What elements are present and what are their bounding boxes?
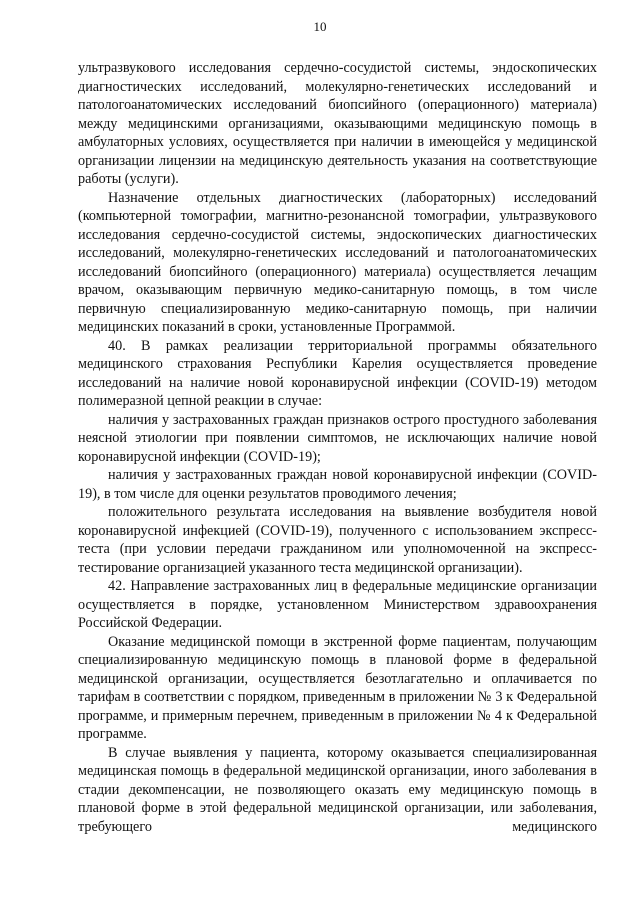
document-body (78, 59, 597, 836)
paragraph-emergency-care: Оказание медицинской помощи в экстренной форме пациентам, получающим специализированную медицинскую помощь в плановой форме в федеральной медицинской организации, осуществляется безотлагательно и оплачивается по тарифам в соответствии с порядком, приведенным в приложении № 3 к Федеральной программе, и примерным перечнем, приведенным в приложении № 4 к Федеральной программе. (78, 633, 597, 742)
paragraph-case-symptoms: наличия у застрахованных граждан признаков острого простудного заболевания неясной этиологии при появлении симптомов, не исключающих наличие новой коронавирусной инфекции (COVID-19); (78, 411, 597, 465)
paragraph-case-express-test: положительного результата исследования на выявление возбудителя новой коронавирусной инфекцией (COVID-19), полученного с использованием экспресс-теста (при условии передачи гражданином или уполномоченной на экспресс-тестирование организацией указанного теста медицинской организации). (78, 504, 597, 576)
paragraph-decompensation-case: В случае выявления у пациента, которому оказывается специализированная медицинская помощь в федеральной медицинской организации, иного заболевания в стадии декомпенсации, не позволяющего оказать ему медицинскую помощь в плановой форме в этой федеральной медицинской организации, или заболевания, требующего медицинского (78, 744, 597, 835)
paragraph-item-40: 40. В рамках реализации территориальной программы обязательного медицинского страхования Республики Карелия осуществляется проведение исследований на наличие новой коронавирусной инфекции (COVID-19) методом полимеразной цепной реакции в случае: (78, 337, 597, 409)
paragraph-item-42: 42. Направление застрахованных лиц в федеральные медицинские организации осуществляется в порядке, установленном Министерством здравоохранения Российской Федерации. (78, 578, 597, 631)
paragraph-diagnostic-assignment: Назначение отдельных диагностических (лабораторных) исследований (компьютерной томографии, магнитно-резонансной томографии, ультразвукового исследования сердечно-сосудистой системы, эндоскопических диагностических исследований, молекулярно-генетических исследований и патологоанатомических исследований биопсийного (операционного) материала) осуществляется лечащим врачом, оказывающим первичную медико-санитарную помощь, в том числе первичную специализированную медико-санитарную помощь, при наличии медицинских показаний в сроки, установленные Программой. (78, 189, 597, 335)
paragraph-case-infection: наличия у застрахованных граждан новой коронавирусной инфекции (COVID-19), в том числе для оценки результатов проводимого лечения; (78, 467, 597, 502)
paragraph-continuation: ультразвукового исследования сердечно-сосудистой системы, эндоскопических диагностических исследований, молекулярно-генетических исследований и патологоанатомических исследований биопсийного (операционного) материала) между медицинскими организациями, оказывающими медицинскую помощь в амбулаторных условиях, осуществляется при наличии в имеющейся у медицинской организации лицензии на медицинскую деятельность указания на соответствующие работы (услуги). (78, 60, 597, 187)
page-number: 10 (313, 19, 327, 34)
